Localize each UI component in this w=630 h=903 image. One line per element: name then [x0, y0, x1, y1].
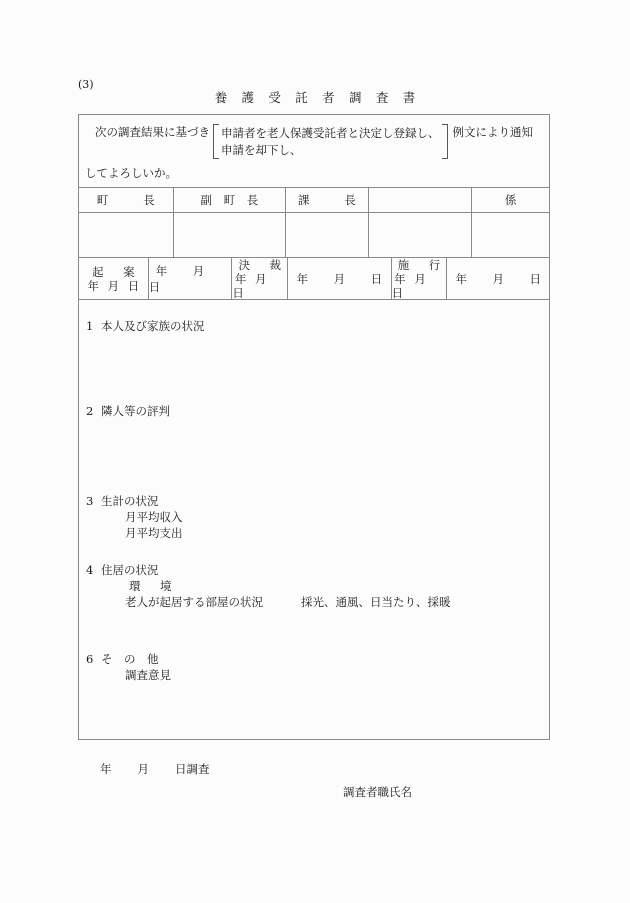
survey-item-4-heading-row — [79, 562, 451, 578]
footer-date-year: 年 — [100, 762, 112, 776]
date-value-drafting[interactable]: 年 月 日 — [149, 258, 233, 299]
bracket-right-icon — [442, 124, 448, 159]
survey-item-4-note: 採光、通風、日当たり、採暖 — [301, 595, 451, 609]
signature-header-clerk: 係 — [504, 193, 521, 207]
survey-item-1-number: 1 — [86, 319, 94, 333]
survey-items-area — [79, 300, 549, 739]
footer-investigator-label: 調査者職氏名 — [343, 785, 412, 799]
statement-closing-text: してよろしいか。 — [85, 166, 177, 180]
date-label-drafting-top: 起 案 — [92, 264, 139, 279]
statement-tail-text: 例文により通知 — [452, 125, 533, 139]
statement-line — [95, 124, 533, 159]
statement-cell — [79, 115, 549, 188]
survey-item-6-heading: そ の 他 — [101, 652, 159, 666]
option-item-reject: 申請を却下し、 — [221, 142, 302, 157]
date-label-approval-bottom: 年 月 日 — [232, 271, 269, 300]
page-number: (3) — [78, 78, 94, 91]
date-row — [79, 258, 549, 300]
survey-item-3 — [79, 493, 183, 541]
form-table — [78, 114, 550, 740]
survey-item-3-heading: 生計の状況 — [101, 494, 159, 508]
survey-item-3-subline-income: 月平均収入 — [125, 510, 183, 524]
date-value-approval[interactable]: 年 月 日 — [288, 258, 392, 299]
survey-item-1-heading: 本人及び家族の状況 — [101, 319, 205, 333]
survey-item-4-number: 4 — [86, 563, 94, 577]
date-value-enforcement[interactable]: 年 月 日 — [455, 271, 548, 286]
survey-item-3-heading-row — [79, 493, 183, 509]
signature-stamp-blank[interactable] — [369, 213, 473, 257]
signature-header-section-chief: 課 長 — [286, 188, 369, 212]
statement-lead-text: 次の調査結果に基づき — [95, 125, 210, 139]
survey-item-6-heading-row — [79, 651, 171, 667]
signature-header-blank — [369, 188, 473, 212]
option-item-approve: 申請者を老人保護受託者と決定し登録し、 — [221, 126, 440, 140]
survey-item-4-subline-room: 老人が起居する部屋の状況 — [125, 595, 263, 609]
signature-stamp-clerk[interactable] — [472, 213, 549, 257]
footer-survey-date[interactable] — [100, 761, 210, 777]
survey-item-4-subline-environment: 環 境 — [129, 579, 176, 593]
date-label-enforcement-top: 施 行 — [397, 257, 445, 272]
signature-header-deputy-mayor: 副 町 長 — [174, 188, 287, 212]
survey-item-3-subline-expense: 月平均支出 — [125, 526, 183, 540]
signature-header-row — [79, 188, 549, 213]
survey-item-1 — [79, 318, 205, 334]
date-label-enforcement — [392, 258, 448, 299]
survey-item-3-number: 3 — [86, 494, 94, 508]
survey-item-2-heading: 隣人等の評判 — [101, 404, 170, 418]
survey-item-4 — [79, 562, 451, 610]
option-bracket-group — [213, 124, 448, 159]
date-label-enforcement-bottom: 年 月 日 — [391, 271, 429, 300]
survey-item-6-number: 6 — [86, 652, 94, 666]
date-label-drafting-bottom: 年 月 日 — [87, 278, 142, 293]
footer-date-day: 日調査 — [175, 762, 210, 776]
survey-item-6-subline-opinion: 調査意見 — [125, 668, 171, 682]
survey-item-2-number: 2 — [86, 404, 94, 418]
document-title: 養 護 受 託 者 調 査 書 — [214, 90, 421, 105]
date-label-approval — [232, 258, 288, 299]
survey-item-4-subline-room-row — [79, 594, 451, 610]
survey-item-4-heading: 住居の状況 — [101, 563, 159, 577]
signature-stamp-mayor[interactable] — [79, 213, 174, 257]
option-list — [219, 124, 442, 159]
signature-stamp-deputy-mayor[interactable] — [174, 213, 287, 257]
survey-item-6 — [79, 651, 171, 683]
footer-date-month: 月 — [137, 762, 149, 776]
survey-item-2-heading-row — [79, 403, 170, 419]
survey-item-1-heading-row — [79, 318, 205, 334]
date-label-approval-top: 決 裁 — [238, 257, 285, 272]
signature-stamp-row — [79, 213, 549, 258]
signature-header-mayor: 町 長 — [79, 188, 174, 212]
survey-item-2 — [79, 403, 170, 419]
signature-stamp-section-chief[interactable] — [286, 213, 369, 257]
date-label-drafting — [79, 258, 149, 299]
